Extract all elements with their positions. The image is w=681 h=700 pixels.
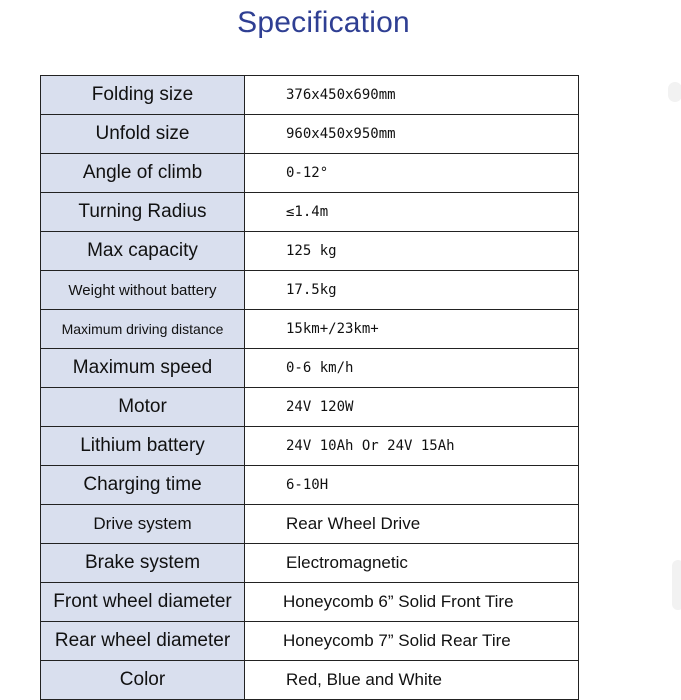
table-row: [41, 661, 579, 700]
spec-value: Electromagnetic: [245, 544, 579, 583]
background-decoration-bottom: [672, 560, 681, 610]
spec-label: Color: [41, 661, 245, 700]
spec-value: Honeycomb 6” Solid Front Tire: [245, 583, 579, 622]
table-row: [41, 232, 579, 271]
spec-label: Motor: [41, 388, 245, 427]
table-row: [41, 388, 579, 427]
table-row: [41, 193, 579, 232]
spec-value: 376x450x690mm: [245, 76, 579, 115]
spec-label: Maximum driving distance: [41, 310, 245, 349]
spec-value: 24V 10Ah Or 24V 15Ah: [245, 427, 579, 466]
table-row: [41, 544, 579, 583]
background-decoration-top: [668, 82, 681, 102]
spec-value: Rear Wheel Drive: [245, 505, 579, 544]
spec-label: Angle of climb: [41, 154, 245, 193]
spec-value: 0-12°: [245, 154, 579, 193]
table-row: [41, 466, 579, 505]
table-row: [41, 271, 579, 310]
table-row: [41, 76, 579, 115]
spec-value: 17.5kg: [245, 271, 579, 310]
table-row: [41, 583, 579, 622]
spec-label: Unfold size: [41, 115, 245, 154]
spec-label: Lithium battery: [41, 427, 245, 466]
table-row: [41, 349, 579, 388]
table-row: [41, 115, 579, 154]
table-row: [41, 310, 579, 349]
specification-table: [40, 75, 579, 700]
spec-value: 125 kg: [245, 232, 579, 271]
spec-label: Front wheel diameter: [41, 583, 245, 622]
table-row: [41, 505, 579, 544]
spec-label: Max capacity: [41, 232, 245, 271]
spec-value: Red, Blue and White: [245, 661, 579, 700]
table-row: [41, 427, 579, 466]
page-title: Specification: [237, 6, 410, 39]
spec-value: 960x450x950mm: [245, 115, 579, 154]
spec-label: Rear wheel diameter: [41, 622, 245, 661]
spec-value: Honeycomb 7” Solid Rear Tire: [245, 622, 579, 661]
spec-value: 0-6 km/h: [245, 349, 579, 388]
table-row: [41, 154, 579, 193]
spec-value: 6-10H: [245, 466, 579, 505]
spec-label: Charging time: [41, 466, 245, 505]
spec-value: 24V 120W: [245, 388, 579, 427]
spec-label: Folding size: [41, 76, 245, 115]
spec-value: 15km+/23km+: [245, 310, 579, 349]
table-row: [41, 622, 579, 661]
spec-label: Weight without battery: [41, 271, 245, 310]
spec-label: Maximum speed: [41, 349, 245, 388]
spec-value: ≤1.4m: [245, 193, 579, 232]
spec-label: Brake system: [41, 544, 245, 583]
spec-label: Drive system: [41, 505, 245, 544]
spec-label: Turning Radius: [41, 193, 245, 232]
